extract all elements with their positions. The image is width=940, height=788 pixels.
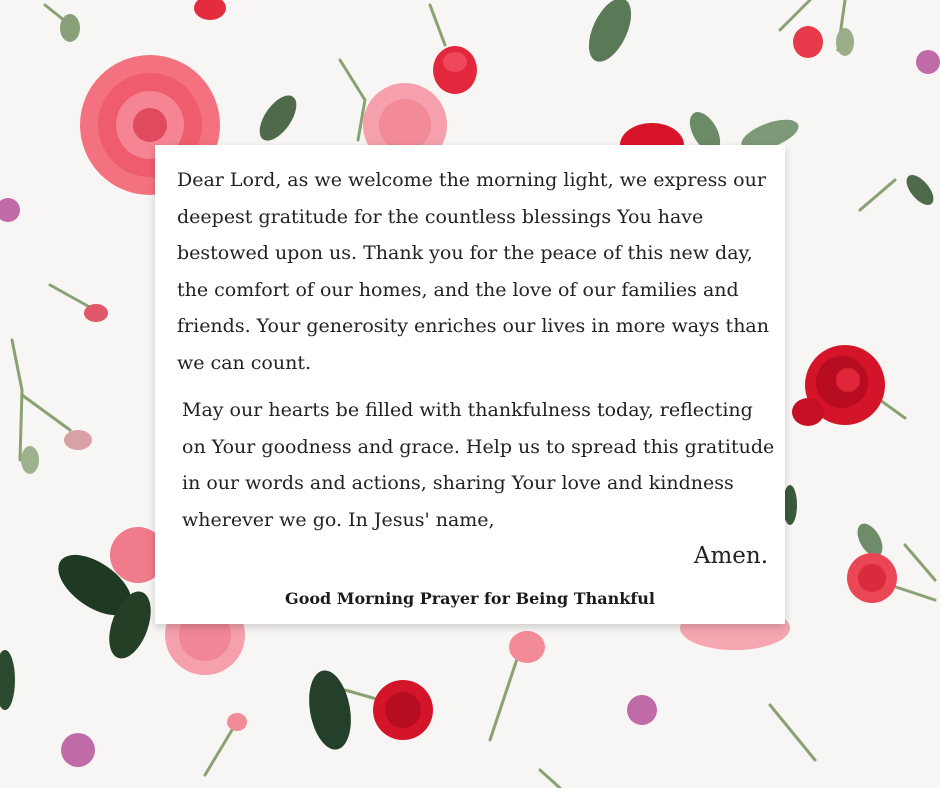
rose-bud-icon — [433, 46, 477, 94]
prayer-caption: Good Morning Prayer for Being Thankful — [285, 589, 655, 608]
rose-bud-icon — [60, 14, 80, 42]
red-rose-icon — [847, 553, 897, 603]
rose-bud-icon — [21, 430, 92, 474]
leaf-icon — [0, 650, 15, 710]
leaf-icon — [783, 485, 797, 525]
rose-bud-icon — [836, 28, 854, 56]
prayer-card — [155, 145, 785, 624]
leaf-icon — [902, 170, 939, 209]
prayer-paragraph-2: May our hearts be filled with thankfulness today, reflecting on Your goodness and grace. Help us to spread this gratitude in our words and actions, sharing Your love and kindness wherever we go. In Jesus' name, — [182, 399, 775, 531]
leaf-icon — [303, 667, 356, 753]
prayer-closing: Amen. — [693, 543, 768, 569]
leaf-icon — [252, 89, 303, 147]
leaf-icon — [580, 0, 640, 68]
rose-bud-icon — [194, 0, 226, 20]
red-rose-icon — [373, 680, 433, 740]
rose-bud-icon — [84, 304, 108, 322]
rose-bud-icon — [793, 26, 823, 58]
red-rose-icon — [792, 345, 885, 426]
prayer-paragraph-1: Dear Lord, as we welcome the morning light, we express our deepest gratitude for the countless blessings You have bestowed upon us. Thank you for the peace of this new day, the comfort of our homes, and the love of our families and friends. Your generosity enriches our lives in more ways than we can count. — [177, 169, 769, 374]
